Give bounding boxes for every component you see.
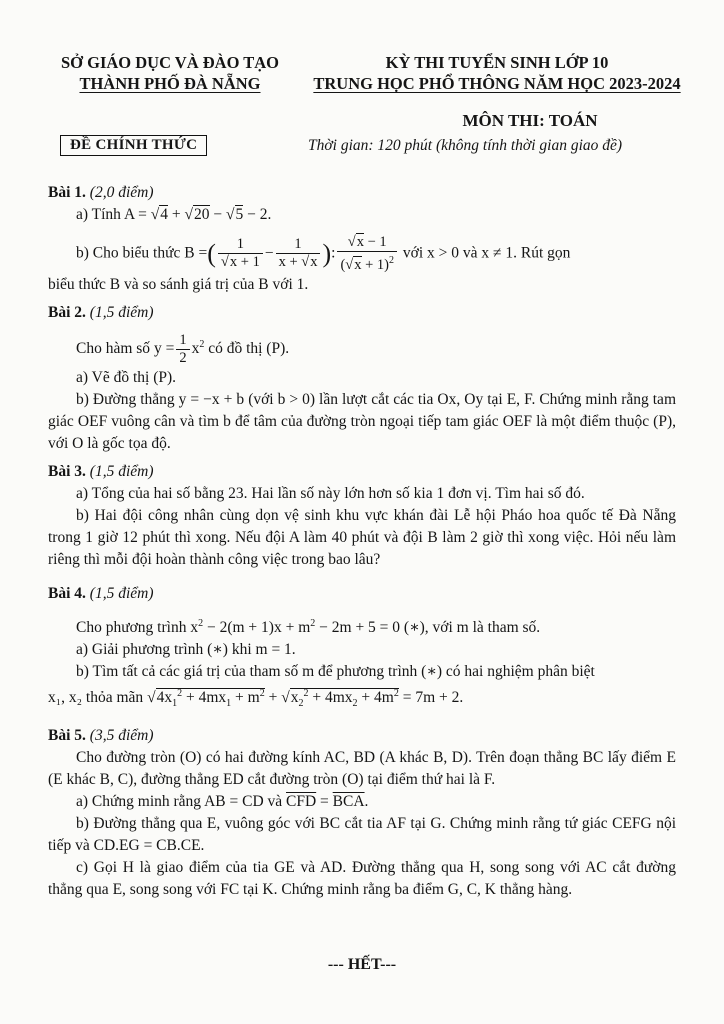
problem-2-heading: Bài 2. (1,5 điểm) bbox=[48, 303, 154, 321]
problem-5c: c) Gọi H là giao điểm của tia GE và AD. Đường thẳng qua H, song song với AC cắt đường thẳng qua E, song song với FC tại K. Chứng minh rằng ba điểm G, C, K thẳng hàng. bbox=[48, 859, 676, 899]
department-line2: THÀNH PHỐ ĐÀ NẴNG bbox=[79, 74, 261, 93]
exam-line2: TRUNG HỌC PHỔ THÔNG NĂM HỌC 2023-2024 bbox=[313, 74, 681, 93]
problem-1b-continued: biểu thức B và so sánh giá trị của B với 1. bbox=[48, 275, 309, 293]
problem-5-intro: Cho đường tròn (O) có hai đường kính AC, BD (A khác B, D). Trên đoạn thẳng BC lấy điểm E (E khác B, C), đường thẳng ED cắt đường tròn (O) tại điểm thứ hai là F. bbox=[48, 749, 676, 789]
problem-1b: b) Cho biểu thức B =( $\frac{1}{√x + 1}$ − $\frac{1}{x + √x}$ ): $\frac{√x - 1}{(√x + 1)^2}$ với x > 0 và x ≠ 1. Rút gọn bbox=[76, 234, 571, 273]
problem-3a: a) Tổng của hai số bằng 23. Hai lần số này lớn hơn số kia 1 đơn vị. Tìm hai số đó. bbox=[76, 484, 585, 502]
time-note: Thời gian: 120 phút (không tính thời gian giao đề) bbox=[308, 137, 623, 154]
problem-4-heading: Bài 4. (1,5 điểm) bbox=[48, 584, 154, 602]
problem-4-intro: Cho phương trình $x^2 - 2(m + 1)x + m^2 - 2m + 5 = 0$ (∗), với m là tham số. bbox=[76, 617, 541, 636]
department-header bbox=[40, 52, 300, 94]
problem-5a: a) Chứng minh rằng AB = CD và $\overline{CFD} = \overline{BCA}$. bbox=[76, 793, 369, 811]
problem-4a: a) Giải phương trình (∗) khi m = 1. bbox=[76, 640, 296, 658]
department-line1: SỞ GIÁO DỤC VÀ ĐÀO TẠO bbox=[60, 53, 280, 72]
problem-5-heading: Bài 5. (3,5 điểm) bbox=[48, 727, 154, 745]
official-label: ĐỀ CHÍNH THỨC bbox=[60, 135, 207, 156]
exam-header bbox=[292, 52, 702, 94]
problem-3-heading: Bài 3. (1,5 điểm) bbox=[48, 462, 154, 480]
problem-3b: b) Hai đội công nhân cùng dọn vệ sinh khu vực khán đài Lễ hội Pháo hoa quốc tế Đà Nẵng trong 1 giờ 12 phút thì xong. Nếu đội A làm 40 phút và đội B làm 2 giờ thì xong việc. Hỏi nếu làm riêng thì mỗi đội hoàn thành công việc trong bao lâu? bbox=[48, 506, 676, 568]
exam-content bbox=[48, 176, 676, 901]
problem-2b: b) Đường thẳng y = −x + b (với b > 0) lần lượt cắt các tia Ox, Oy tại E, F. Chứng minh rằng tam giác OEF vuông cân và tìm b để tâm của đường tròn ngoại tiếp tam giác OEF là một điểm thuộc (P), với O là gốc tọa độ. bbox=[48, 390, 676, 452]
subject-title: MÔN THI: TOÁN bbox=[462, 111, 598, 130]
end-marker: --- HẾT--- bbox=[327, 956, 397, 973]
problem-5b: b) Đường thẳng qua E, vuông góc với BC cắt tia AF tại G. Chứng minh rằng tứ giác CEFG nội tiếp và CD.EG = CB.CE. bbox=[48, 815, 676, 855]
problem-4b: b) Tìm tất cả các giá trị của tham số m để phương trình (∗) có hai nghiệm phân biệt bbox=[76, 662, 595, 680]
exam-line1: KỲ THI TUYỂN SINH LỚP 10 bbox=[385, 53, 609, 72]
problem-1-heading: Bài 1. (2,0 điểm) bbox=[48, 184, 154, 201]
problem-2a: a) Vẽ đồ thị (P). bbox=[76, 368, 177, 386]
problem-4b-condition: x₁, x₂ thỏa mãn $√4x_1^2 + 4mx_1 + m^2 + √x_2^2 + 4mx_2 + 4m^2 = 7m + 2$. bbox=[48, 687, 464, 710]
problem-1a: a) Tính A = √4 + √20 − √5 − 2. bbox=[76, 206, 272, 223]
problem-2-intro: Cho hàm số y = $\frac{1}{2}$ $x^2$ có đồ thị (P). bbox=[76, 331, 290, 366]
